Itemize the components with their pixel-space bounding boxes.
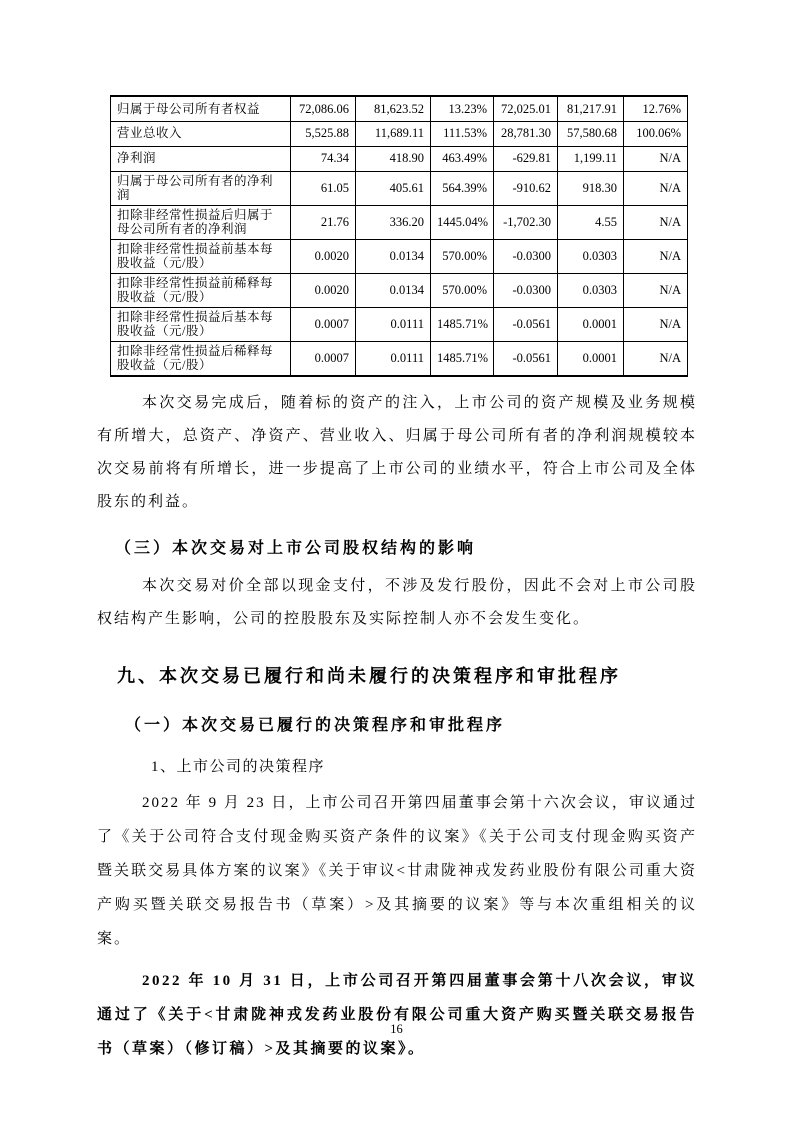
table-cell-value: -0.0300 [494, 239, 558, 273]
paragraph-equity-structure: 本次交易对价全部以现金支付，不涉及发行股份，因此不会对上市公司股权结构产生影响，公司的控股股东及实际控制人亦不会发生变化。 [97, 577, 697, 627]
financial-table [110, 95, 688, 377]
table-cell-value: 74.34 [291, 146, 356, 171]
table-cell-value: 81,623.52 [356, 96, 431, 121]
table-cell-value: 1,199.11 [558, 146, 624, 171]
table-cell-value: 72,086.06 [291, 96, 356, 121]
table-cell-value: 1485.71% [431, 307, 494, 341]
table-cell-value: -1,702.30 [494, 205, 558, 239]
table-cell-value: 336.20 [356, 205, 431, 239]
table-cell-value: 463.49% [431, 146, 494, 171]
table-cell-value: -0.0561 [494, 341, 558, 376]
table-cell-value: 564.39% [431, 171, 494, 205]
table-cell-value: 0.0303 [558, 239, 624, 273]
table-row-label: 扣除非经常性损益后稀释每股收益（元/股） [111, 341, 291, 376]
page-content [97, 95, 697, 1066]
table-cell-value: 0.0134 [356, 239, 431, 273]
table-row-label: 归属于母公司所有者权益 [111, 96, 291, 121]
table-row [111, 341, 688, 376]
table-cell-value: 57,580.68 [558, 121, 624, 146]
table-row [111, 96, 688, 121]
table-cell-value: N/A [624, 171, 688, 205]
table-cell-value: -629.81 [494, 146, 558, 171]
table-cell-value: 0.0020 [291, 273, 356, 307]
table-cell-value: 72,025.01 [494, 96, 558, 121]
table-cell-value: 61.05 [291, 171, 356, 205]
table-cell-value: -0.0561 [494, 307, 558, 341]
table-row-label: 扣除非经常性损益前基本每股收益（元/股） [111, 239, 291, 273]
table-cell-value: 418.90 [356, 146, 431, 171]
paragraph-october-meeting-bold: 2022 年 10 月 31 日，上市公司召开第四届董事会第十八次会议，审议通过了《关于<甘肃陇神戎发药业股份有限公司重大资产购买暨关联交易报告书（草案）（修订稿）>及其摘要的议案》。 [97, 972, 697, 1057]
table-row [111, 273, 688, 307]
table-row-label: 归属于母公司所有者的净利润 [111, 171, 291, 205]
table-cell-value: 13.23% [431, 96, 494, 121]
table-cell-value: -910.62 [494, 171, 558, 205]
table-cell-value: 12.76% [624, 96, 688, 121]
heading-section-9-1: （一）本次交易已履行的决策程序和审批程序 [125, 716, 506, 734]
table-cell-value: 918.30 [558, 171, 624, 205]
table-row [111, 171, 688, 205]
table-row-label: 营业总收入 [111, 121, 291, 146]
financial-table-body [111, 96, 688, 376]
table-row [111, 205, 688, 239]
table-cell-value: 405.61 [356, 171, 431, 205]
paragraph-september-meeting: 2022 年 9 月 23 日，上市公司召开第四届董事会第十六次会议，审议通过了《关于公司符合支付现金购买资产条件的议案》《关于公司支付现金购买资产暨关联交易具体方案的议案》《关于审议<甘肃陇神戎发药业股份有限公司重大资产购买暨关联交易报告书（草案）>及其摘要的议案》等与本次重组相关的议案。 [97, 794, 697, 947]
list-item-decision-procedure: 1、上市公司的决策程序 [151, 758, 326, 775]
table-cell-value: N/A [624, 341, 688, 376]
table-cell-value: 0.0303 [558, 273, 624, 307]
table-cell-value: 81,217.91 [558, 96, 624, 121]
paragraph-transaction-effect: 本次交易完成后，随着标的资产的注入，上市公司的资产规模及业务规模有所增大，总资产、净资产、营业收入、归属于母公司所有者的净利润规模较本次交易前将有所增长，进一步提高了上市公司的业绩水平，符合上市公司及全体股东的利益。 [97, 394, 697, 510]
table-cell-value: 1445.04% [431, 205, 494, 239]
table-cell-value: 570.00% [431, 273, 494, 307]
table-cell-value: 21.76 [291, 205, 356, 239]
heading-section-3: （三）本次交易对上市公司股权结构的影响 [115, 539, 477, 557]
table-cell-value: 1485.71% [431, 341, 494, 376]
table-cell-value: 0.0007 [291, 307, 356, 341]
table-cell-value: 28,781.30 [494, 121, 558, 146]
table-row-label: 扣除非经常性损益前稀释每股收益（元/股） [111, 273, 291, 307]
table-cell-value: 0.0001 [558, 307, 624, 341]
table-cell-value: 0.0020 [291, 239, 356, 273]
table-cell-value: 0.0111 [356, 307, 431, 341]
table-row [111, 239, 688, 273]
heading-chapter-9: 九、本次交易已履行和尚未履行的决策程序和审批程序 [117, 665, 621, 686]
table-cell-value: N/A [624, 205, 688, 239]
table-cell-value: 100.06% [624, 121, 688, 146]
table-row [111, 121, 688, 146]
table-cell-value: 0.0111 [356, 341, 431, 376]
table-cell-value: -0.0300 [494, 273, 558, 307]
table-cell-value: N/A [624, 273, 688, 307]
table-row-label: 扣除非经常性损益后归属于母公司所有者的净利润 [111, 205, 291, 239]
table-cell-value: 11,689.11 [356, 121, 431, 146]
table-cell-value: 0.0001 [558, 341, 624, 376]
table-cell-value: 0.0007 [291, 341, 356, 376]
table-cell-value: 0.0134 [356, 273, 431, 307]
table-row [111, 146, 688, 171]
page-number: 16 [390, 1022, 403, 1036]
table-row-label: 扣除非经常性损益后基本每股收益（元/股） [111, 307, 291, 341]
table-cell-value: N/A [624, 307, 688, 341]
table-cell-value: 111.53% [431, 121, 494, 146]
table-cell-value: 5,525.88 [291, 121, 356, 146]
table-cell-value: N/A [624, 239, 688, 273]
table-cell-value: N/A [624, 146, 688, 171]
table-row-label: 净利润 [111, 146, 291, 171]
table-cell-value: 4.55 [558, 205, 624, 239]
table-row [111, 307, 688, 341]
table-cell-value: 570.00% [431, 239, 494, 273]
